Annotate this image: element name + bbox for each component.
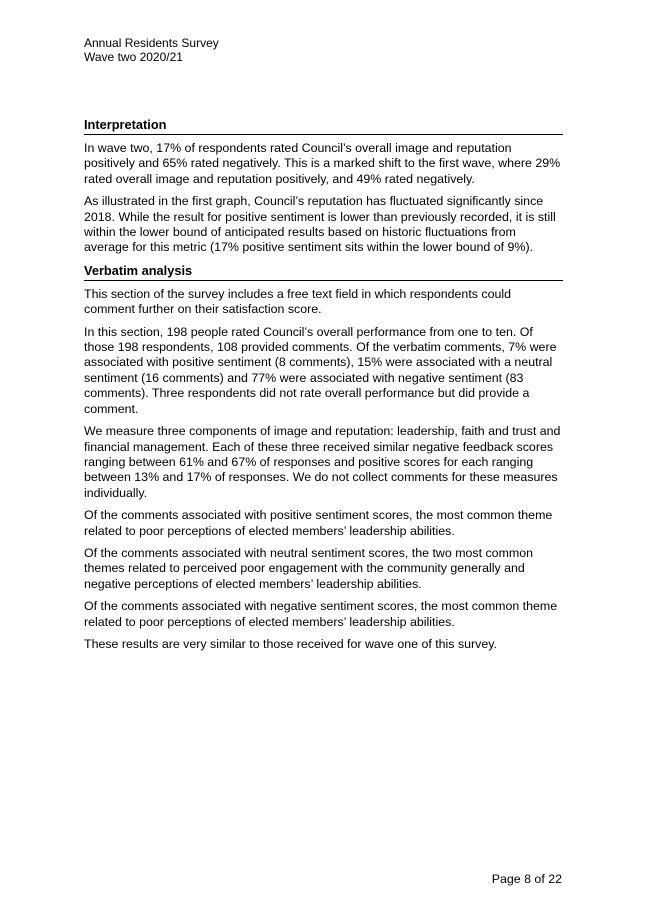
verbatim-analysis-heading: Verbatim analysis bbox=[84, 263, 563, 281]
page-header bbox=[84, 36, 219, 64]
verbatim-paragraph: Of the comments associated with negative sentiment scores, the most common theme related to poor perceptions of elected members’ leadership abilities. bbox=[84, 599, 558, 629]
document-body bbox=[84, 117, 563, 659]
page-number: Page 8 of 22 bbox=[491, 872, 562, 886]
verbatim-paragraph: Of the comments associated with neutral sentiment scores, the two most common themes related to perceived poor engagement with the community generally and negative perceptions of elected members’ leadership abilities. bbox=[84, 545, 534, 591]
verbatim-paragraph: This section of the survey includes a free text field in which respondents could comment further on their satisfaction score. bbox=[84, 286, 512, 317]
survey-title: Annual Residents Survey bbox=[84, 36, 219, 50]
verbatim-paragraph: These results are very similar to those received for wave one of this survey. bbox=[84, 636, 497, 651]
verbatim-paragraph: We measure three components of image and reputation: leadership, faith and trust and financial management. Each of these three received similar negative feedback scores ranging between 61% and 67% of responses and positive scores for each ranging between 13% and 17% of responses. We do not collect comments for these measures individually. bbox=[84, 424, 561, 500]
survey-wave: Wave two 2020/21 bbox=[84, 50, 183, 64]
interpretation-paragraph: In wave two, 17% of respondents rated Council’s overall image and reputation positively and 65% rated negatively. This is a marked shift to the first wave, where 29% rated overall image and reputation positively, and 49% rated negatively. bbox=[84, 141, 561, 186]
verbatim-paragraph: In this section, 198 people rated Council’s overall performance from one to ten. Of those 198 respondents, 108 provided comments. Of the verbatim comments, 7% were associated with positive sentiment (8 comments), 15% were associated with a neutral sentiment (16 comments) and 77% were associated with negative sentiment (83 comments). Three respondents did not rate overall performance but did provide a comment. bbox=[84, 324, 557, 416]
interpretation-heading: Interpretation bbox=[84, 117, 563, 135]
verbatim-paragraph: Of the comments associated with positive sentiment scores, the most common theme related to poor perceptions of elected members’ leadership abilities. bbox=[84, 508, 553, 538]
interpretation-paragraph: As illustrated in the first graph, Council’s reputation has fluctuated significantly since 2018. While the result for positive sentiment is lower than previously recorded, it is still within the lower bound of anticipated results based on historic fluctuations from average for this metric (17% positive sentiment sits within the lower bound of 9%). bbox=[84, 194, 556, 255]
